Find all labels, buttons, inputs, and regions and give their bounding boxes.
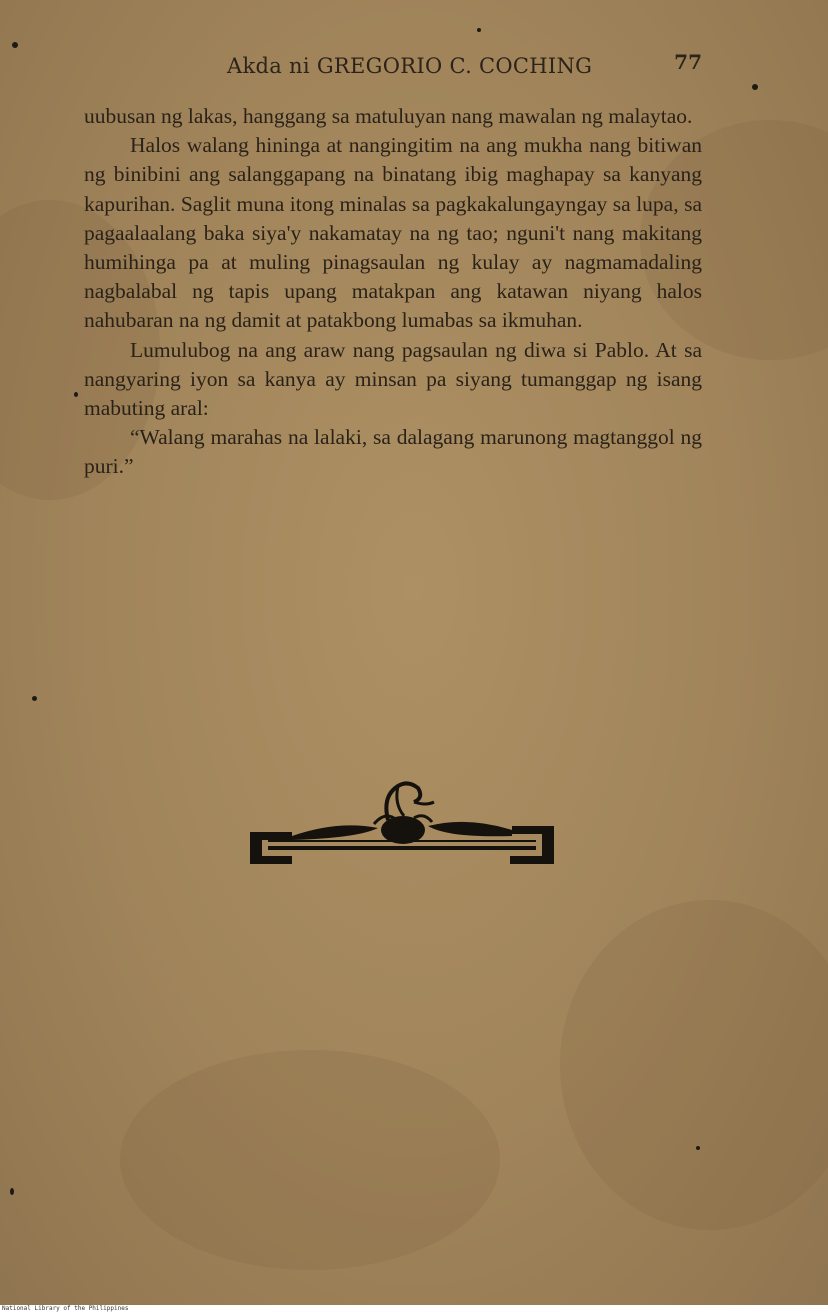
speck: [477, 28, 481, 32]
speck: [696, 1146, 700, 1150]
speck: [12, 42, 18, 48]
header-title: Akda ni GREGORIO C. COCHING: [227, 54, 593, 78]
body-text: [84, 102, 702, 482]
speck: [752, 84, 758, 90]
paper-stain: [120, 1050, 500, 1270]
running-header: [82, 50, 702, 84]
speck: [10, 1188, 14, 1195]
ornament-icon: [248, 776, 556, 872]
paragraph: Halos walang hininga at nangingitim na ang mukha nang bitiwan ng binibini ang salanggapang na binatang ibig maghapay sa kanyang kapurihan. Saglit muna itong minalas sa pagkakalungayngay sa lupa, sa pagaalaalang baka siya'y nakamatay na ng tao; nguni't nang makitang humihinga pa at muling pinagsaulan ng kulay ay nagmamadaling nagbalabal ng tapis upang matakpan ang katawan niyang halos nahubaran na ng damit at patakbong lumabas sa ikmuhan.: [84, 133, 702, 333]
paragraph: Lumulubog na ang araw nang pagsaulan ng diwa si Pablo. At sa nangyaring iyon sa kanya ay minsan pa siyang tumanggap ng isang mabuting aral:: [84, 337, 702, 421]
speck: [32, 696, 37, 701]
footer-credit: National Library of the Philippines: [2, 1305, 129, 1312]
page-number: 77: [674, 50, 702, 74]
paragraph: “Walang marahas na lalaki, sa dalagang marunong magtanggol ng puri.”: [84, 425, 702, 479]
paper-stain: [560, 900, 828, 1230]
speck: [74, 392, 78, 397]
paragraph: uubusan ng lakas, hanggang sa matuluyan nang mawalan ng malaytao.: [84, 104, 693, 128]
